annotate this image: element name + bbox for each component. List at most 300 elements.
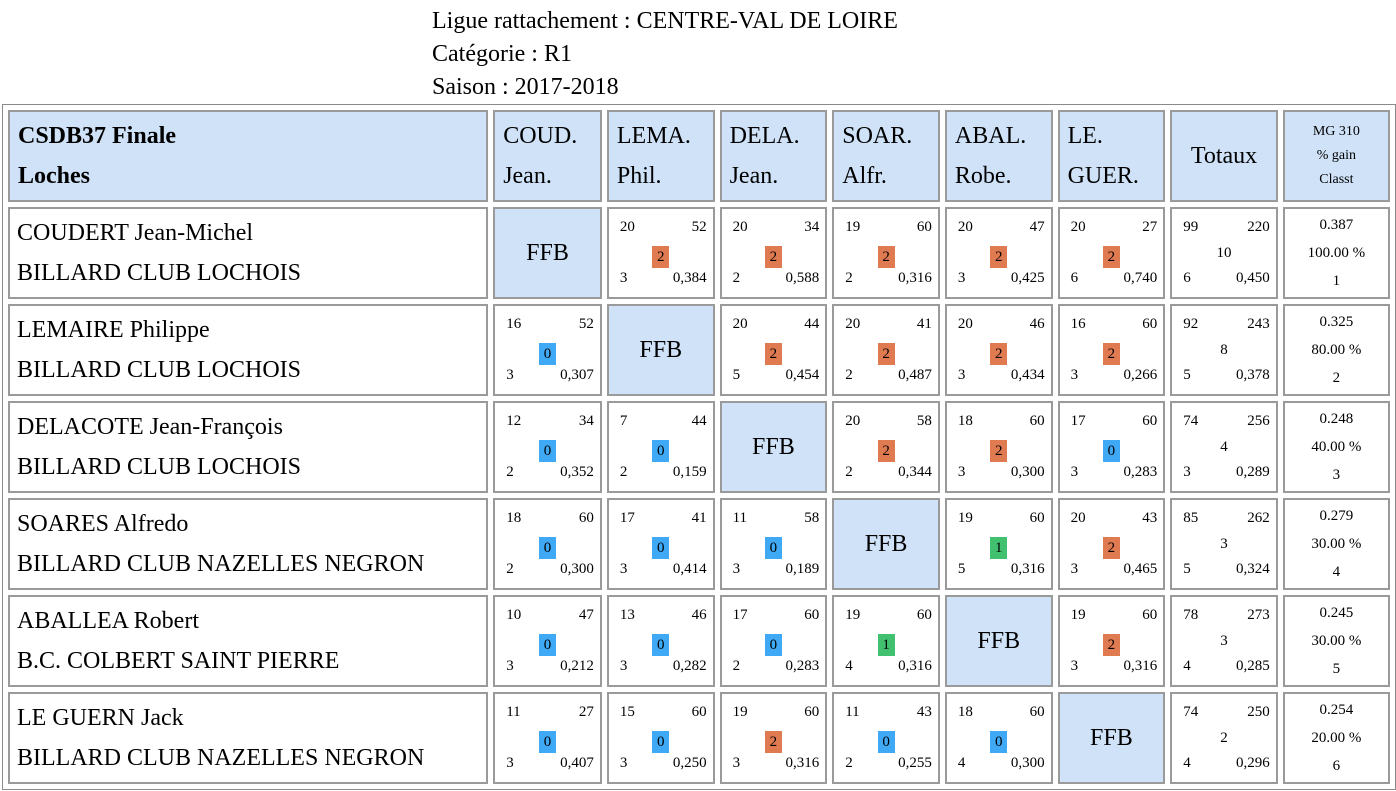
total-high-run: 4 [1183,755,1191,771]
totals-cell [1170,595,1278,687]
match-innings: 60 [804,607,820,623]
match-high-run: 3 [957,270,966,286]
col-header-first: Alfr. [842,163,887,189]
match-cell [832,304,940,396]
match-cell [607,207,715,299]
mg-cell [1283,207,1390,299]
col-header-last: SOAR. [842,123,913,149]
match-high-run: 2 [506,561,514,577]
match-high-run: 3 [506,367,514,383]
player-name: SOARES Alfredo [17,511,189,537]
match-high-run: 2 [845,367,853,383]
match-cell [720,595,828,687]
match-cell [1058,207,1166,299]
match-average: 0,414 [672,561,707,577]
total-points: 92 [1183,316,1199,332]
match-innings: 60 [1142,413,1158,429]
match-points: 19 [845,607,861,623]
match-average: 0,212 [560,658,594,674]
col-header-last: LE. [1067,123,1103,149]
player-club: B.C. COLBERT SAINT PIERRE [17,648,340,674]
col-header-first: Jean. [729,163,779,189]
match-cell [493,498,602,590]
col-header-2 [607,110,715,202]
match-cell [720,207,828,299]
gain-percent: 20.00 % [1311,730,1362,746]
total-match-points: 8 [1220,342,1228,358]
total-high-run: 5 [1183,367,1191,383]
ranking: 4 [1332,564,1341,580]
gain-percent: 30.00 % [1311,536,1362,552]
col-header-last: LEMA. [616,123,691,149]
total-points: 74 [1183,704,1199,720]
general-average: 0.325 [1319,314,1354,330]
match-innings: 44 [691,413,707,429]
player-row [8,304,1390,396]
match-cell [945,692,1053,784]
match-result-badge: 0 [652,634,669,656]
player-name: DELACOTE Jean-François [17,414,283,440]
match-cell [720,498,828,590]
total-match-points: 2 [1220,730,1228,746]
total-innings: 250 [1247,704,1270,720]
totals-cell [1170,498,1278,590]
match-average: 0,250 [672,755,707,771]
match-cell [607,692,715,784]
match-points: 17 [619,510,635,526]
total-points: 78 [1183,607,1199,623]
match-high-run: 3 [619,755,628,771]
col-header-first: Phil. [616,163,662,189]
total-match-points: 3 [1220,536,1228,552]
match-cell [607,401,715,493]
match-high-run: 3 [1070,464,1079,480]
match-average: 0,384 [672,270,707,286]
match-result-badge: 0 [539,731,556,753]
match-innings: 27 [1142,219,1158,235]
player-cell [8,401,488,493]
match-cell [945,498,1053,590]
match-average: 0,300 [560,561,594,577]
player-row [8,498,1390,590]
match-average: 0,316 [898,270,932,286]
mg-header-line: MG 310 [1312,124,1360,139]
total-high-run: 5 [1183,561,1191,577]
total-high-run: 3 [1183,464,1191,480]
match-high-run: 3 [506,658,514,674]
match-points: 20 [845,413,861,429]
match-average: 0,588 [785,270,820,286]
player-row [8,692,1390,784]
totals-cell [1170,692,1278,784]
match-innings: 60 [1142,607,1158,623]
player-cell [8,207,488,299]
match-high-run: 3 [619,270,628,286]
match-result-badge: 2 [1103,634,1120,656]
match-average: 0,316 [1123,658,1158,674]
match-result-badge: 2 [990,440,1007,462]
match-average: 0,740 [1123,270,1158,286]
match-points: 10 [506,607,522,623]
match-cell [1058,595,1166,687]
match-innings: 52 [691,219,707,235]
total-high-run: 6 [1183,270,1191,286]
match-points: 16 [506,316,522,332]
match-points: 15 [619,704,635,720]
match-innings: 34 [578,413,594,429]
player-row [8,207,1390,299]
match-points: 20 [845,316,861,332]
results-table [2,104,1396,790]
match-result-badge: 2 [990,343,1007,365]
match-average: 0,255 [898,755,932,771]
total-points: 74 [1183,413,1199,429]
general-average: 0.248 [1319,411,1354,427]
col-header-1 [493,110,602,202]
match-result-badge: 0 [652,440,669,462]
match-innings: 27 [578,704,594,720]
mg-cell [1283,401,1390,493]
match-average: 0,407 [560,755,594,771]
match-result-badge: 0 [539,537,556,559]
col-header-5 [945,110,1053,202]
self-cell: FFB [493,207,602,299]
match-cell [720,304,828,396]
match-high-run: 5 [957,561,966,577]
ranking: 3 [1332,467,1341,483]
match-high-run: 2 [732,270,741,286]
match-high-run: 3 [619,658,628,674]
match-result-badge: 0 [539,634,556,656]
match-average: 0,344 [898,464,932,480]
match-cell [1058,498,1166,590]
match-cell [607,498,715,590]
general-average: 0.279 [1319,508,1354,524]
match-result-badge: 0 [652,537,669,559]
match-average: 0,434 [1010,367,1045,383]
total-match-points: 3 [1220,633,1228,649]
total-average: 0,450 [1235,270,1270,286]
player-cell [8,304,488,396]
match-average: 0,425 [1010,270,1045,286]
match-points: 18 [506,510,522,526]
match-result-badge: 0 [539,440,556,462]
match-result-badge: 2 [878,343,895,365]
match-high-run: 5 [732,367,741,383]
self-cell: FFB [720,401,828,493]
self-cell: FFB [1058,692,1166,784]
match-high-run: 4 [845,658,853,674]
match-cell [1058,401,1166,493]
match-points: 20 [619,219,635,235]
match-points: 20 [957,219,973,235]
match-high-run: 6 [1070,270,1079,286]
match-result-badge: 0 [765,634,782,656]
match-result-badge: 1 [990,537,1007,559]
match-cell [607,595,715,687]
match-average: 0,487 [898,367,932,383]
total-innings: 220 [1247,219,1270,235]
match-average: 0,352 [560,464,594,480]
match-points: 13 [619,607,635,623]
player-cell [8,595,488,687]
match-high-run: 3 [1070,658,1079,674]
gain-percent: 80.00 % [1311,342,1362,358]
match-innings: 60 [916,607,932,623]
player-name: LEMAIRE Philippe [17,317,210,343]
player-cell [8,498,488,590]
match-cell [832,692,940,784]
tournament-location: Loches [18,163,90,189]
match-innings: 34 [804,219,820,235]
match-average: 0,316 [1010,561,1045,577]
player-cell [8,692,488,784]
match-cell [720,692,828,784]
match-innings: 47 [578,607,594,623]
player-club: BILLARD CLUB LOCHOIS [17,260,302,286]
match-average: 0,189 [785,561,820,577]
match-points: 18 [957,413,973,429]
match-average: 0,283 [785,658,820,674]
match-average: 0,282 [672,658,707,674]
mg-cell [1283,304,1390,396]
match-points: 20 [1070,510,1086,526]
total-match-points: 10 [1216,245,1232,261]
match-cell [493,692,602,784]
header-row [8,110,1390,202]
classt-header-line: Classt [1319,172,1354,187]
match-innings: 60 [1142,316,1158,332]
match-innings: 52 [578,316,594,332]
player-club: BILLARD CLUB NAZELLES NEGRON [17,551,425,577]
match-innings: 60 [1029,413,1045,429]
match-points: 11 [845,704,860,720]
match-result-badge: 2 [765,731,782,753]
totals-header: Totaux [1170,110,1278,202]
match-cell [493,595,602,687]
ranking: 2 [1332,370,1341,386]
match-result-badge: 2 [1103,246,1120,268]
match-average: 0,300 [1010,755,1045,771]
match-cell [945,304,1053,396]
match-high-run: 2 [506,464,514,480]
match-average: 0,159 [672,464,707,480]
player-club: BILLARD CLUB LOCHOIS [17,357,302,383]
match-high-run: 2 [845,755,853,771]
match-points: 20 [1070,219,1086,235]
total-points: 99 [1183,219,1199,235]
match-result-badge: 2 [765,343,782,365]
match-innings: 43 [916,704,932,720]
match-innings: 46 [691,607,707,623]
ligue-line: Ligue rattachement : CENTRE-VAL DE LOIRE [432,8,898,34]
col-header-first: Robe. [954,163,1012,189]
gain-percent: 40.00 % [1311,439,1362,455]
total-innings: 262 [1247,510,1270,526]
match-points: 19 [732,704,748,720]
match-innings: 60 [804,704,820,720]
match-cell [493,304,602,396]
match-points: 19 [845,219,861,235]
match-points: 19 [1070,607,1086,623]
player-name: COUDERT Jean-Michel [17,220,254,246]
match-result-badge: 2 [765,246,782,268]
match-high-run: 3 [619,561,628,577]
match-points: 16 [1070,316,1086,332]
match-innings: 60 [916,219,932,235]
match-points: 20 [732,219,748,235]
total-average: 0,285 [1235,658,1270,674]
match-result-badge: 0 [765,537,782,559]
match-result-badge: 2 [1103,343,1120,365]
match-result-badge: 2 [652,246,669,268]
match-innings: 60 [1029,510,1045,526]
match-high-run: 2 [845,270,853,286]
match-high-run: 3 [1070,561,1079,577]
ranking: 6 [1332,758,1341,774]
player-name: LE GUERN Jack [17,705,184,731]
total-average: 0,289 [1235,464,1270,480]
match-high-run: 3 [957,367,966,383]
match-high-run: 3 [732,561,741,577]
ranking: 5 [1332,661,1341,677]
match-result-badge: 2 [878,246,895,268]
match-result-badge: 1 [878,634,895,656]
match-average: 0,307 [560,367,594,383]
match-result-badge: 2 [1103,537,1120,559]
page-header [432,5,898,104]
match-innings: 43 [1142,510,1158,526]
match-average: 0,316 [785,755,820,771]
total-average: 0,324 [1235,561,1270,577]
gain-percent: 100.00 % [1307,245,1366,261]
total-high-run: 4 [1183,658,1191,674]
match-average: 0,316 [898,658,932,674]
match-high-run: 3 [732,755,741,771]
mg-cell [1283,498,1390,590]
player-row [8,401,1390,493]
col-header-first: GUER. [1067,163,1139,189]
match-innings: 47 [1029,219,1045,235]
match-result-badge: 0 [990,731,1007,753]
match-points: 20 [957,316,973,332]
total-points: 85 [1183,510,1199,526]
player-name: ABALLEA Robert [17,608,199,634]
match-points: 12 [506,413,522,429]
match-high-run: 2 [619,464,628,480]
totals-cell [1170,401,1278,493]
total-innings: 256 [1247,413,1270,429]
categorie-line: Catégorie : R1 [432,41,572,67]
total-innings: 273 [1247,607,1270,623]
match-cell [832,207,940,299]
match-result-badge: 0 [652,731,669,753]
total-innings: 243 [1247,316,1270,332]
col-header-last: COUD. [503,123,578,149]
gain-header-line: % gain [1316,148,1356,163]
match-innings: 58 [804,510,820,526]
match-result-badge: 0 [878,731,895,753]
player-row [8,595,1390,687]
match-cell [493,401,602,493]
match-average: 0,454 [785,367,820,383]
col-header-4 [832,110,940,202]
total-average: 0,296 [1235,755,1270,771]
match-points: 17 [1070,413,1086,429]
match-cell [1058,304,1166,396]
match-high-run: 3 [1070,367,1079,383]
match-high-run: 2 [732,658,741,674]
match-points: 7 [619,413,628,429]
match-cell [832,401,940,493]
general-average: 0.254 [1319,702,1354,718]
general-average: 0.387 [1319,217,1354,233]
gain-percent: 30.00 % [1311,633,1362,649]
match-average: 0,300 [1010,464,1045,480]
self-cell: FFB [607,304,715,396]
match-high-run: 3 [506,755,514,771]
totals-cell [1170,207,1278,299]
mg-cell [1283,692,1390,784]
total-average: 0,378 [1235,367,1270,383]
match-high-run: 4 [957,755,966,771]
col-header-6 [1058,110,1166,202]
match-innings: 60 [578,510,594,526]
match-innings: 60 [1029,704,1045,720]
general-average: 0.245 [1319,605,1354,621]
match-points: 20 [732,316,748,332]
player-club: BILLARD CLUB LOCHOIS [17,454,302,480]
col-header-last: DELA. [729,123,800,149]
mg-header [1283,110,1390,202]
match-cell [945,401,1053,493]
saison-line: Saison : 2017-2018 [432,74,619,100]
match-innings: 46 [1029,316,1045,332]
totals-cell [1170,304,1278,396]
match-cell [832,595,940,687]
match-innings: 41 [691,510,707,526]
match-cell [945,207,1053,299]
player-club: BILLARD CLUB NAZELLES NEGRON [17,745,425,771]
self-cell: FFB [945,595,1053,687]
match-points: 17 [732,607,748,623]
match-innings: 58 [916,413,932,429]
total-match-points: 4 [1220,439,1228,455]
col-header-3 [720,110,828,202]
match-result-badge: 0 [1103,440,1120,462]
tournament-cell [8,110,488,202]
col-header-last: ABAL. [954,123,1027,149]
match-innings: 60 [691,704,707,720]
mg-cell [1283,595,1390,687]
self-cell: FFB [832,498,940,590]
match-high-run: 2 [845,464,853,480]
match-points: 11 [732,510,748,526]
match-innings: 41 [916,316,932,332]
match-result-badge: 2 [990,246,1007,268]
match-result-badge: 2 [878,440,895,462]
match-average: 0,283 [1123,464,1158,480]
match-points: 19 [957,510,973,526]
tournament-title: CSDB37 Finale [18,123,177,149]
match-average: 0,465 [1123,561,1158,577]
col-header-first: Jean. [503,163,552,189]
match-points: 18 [957,704,973,720]
match-result-badge: 0 [539,343,556,365]
match-innings: 44 [804,316,820,332]
match-high-run: 3 [957,464,966,480]
ranking: 1 [1332,273,1341,289]
